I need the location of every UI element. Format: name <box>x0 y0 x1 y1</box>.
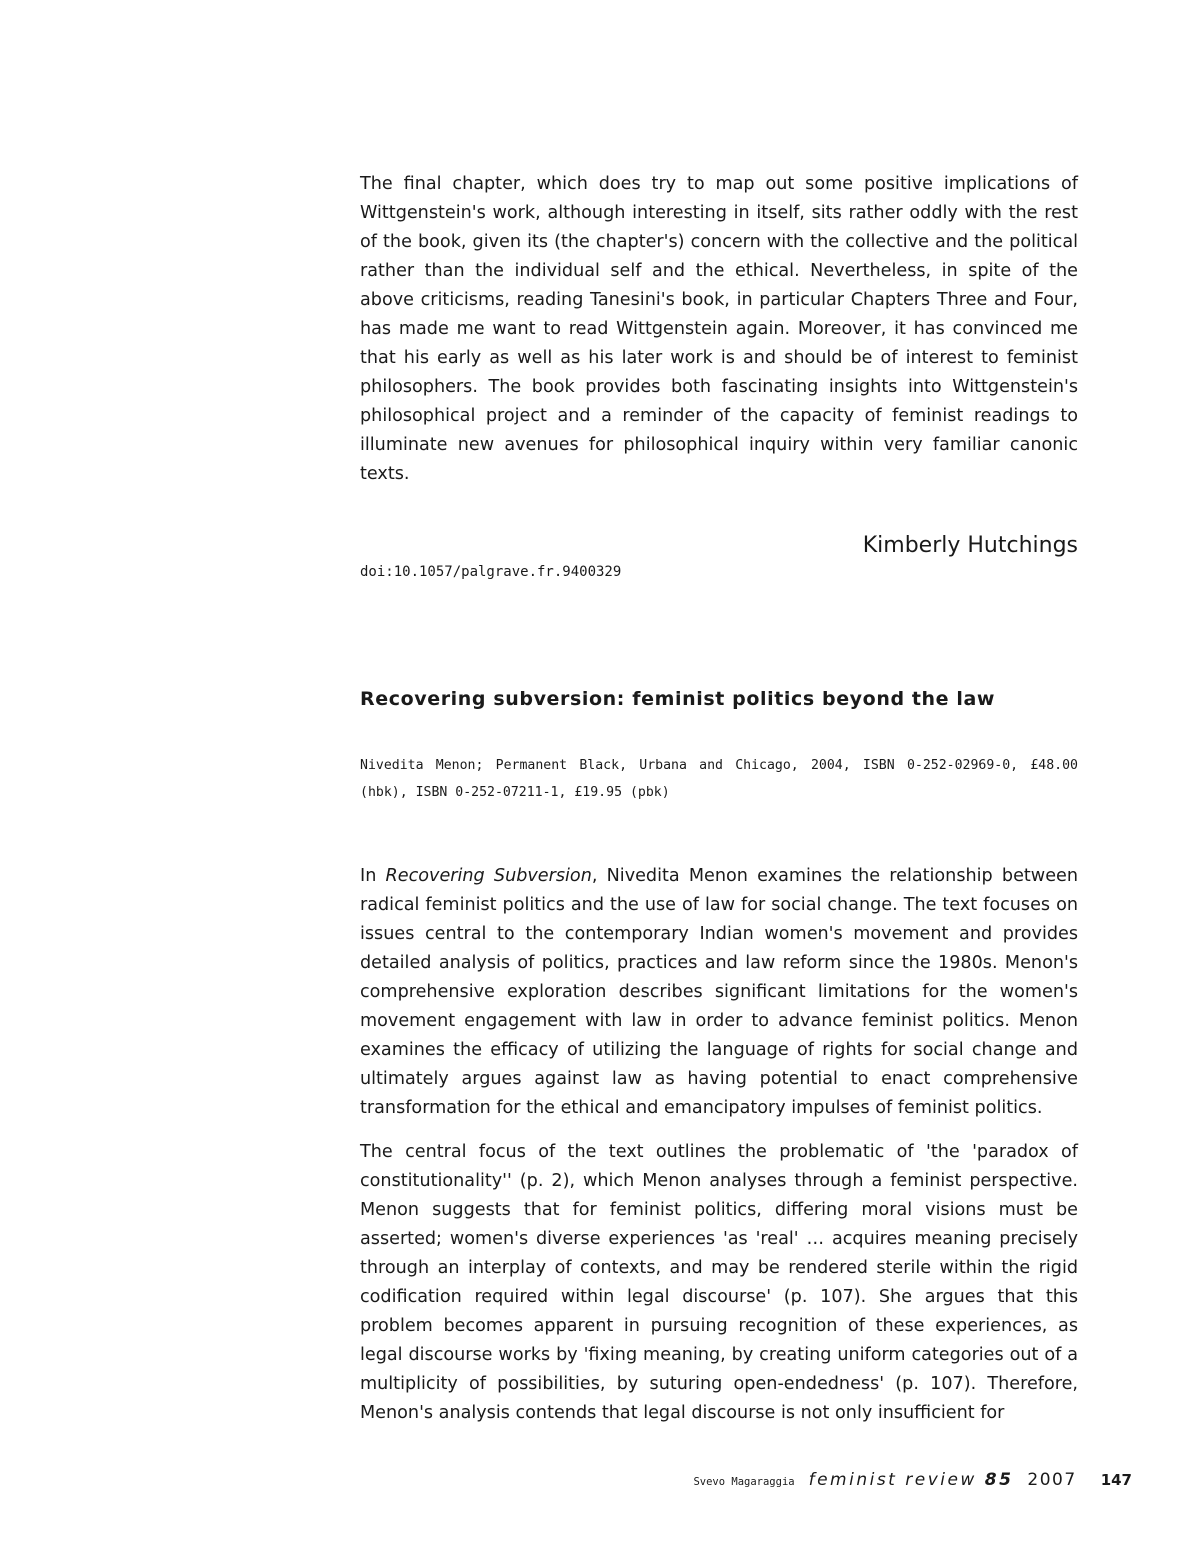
paragraph-lead: In <box>360 866 386 886</box>
page-footer <box>693 1470 1132 1490</box>
footer-author: Svevo Magaraggia <box>693 1476 795 1488</box>
journal-title: feminist review <box>808 1470 977 1490</box>
review-paragraph-2: The central focus of the text outlines the problematic of 'the 'paradox of constitutionality'' (p. 2), which Menon analyses through a feminist perspective. Menon suggests that for feminist politics, differing moral visions must be asserted; women's diverse experiences 'as 'real' … acquires meaning precisely through an interplay of contexts, and may be rendered sterile within the rigid codification required within legal discourse' (p. 107). She argues that this problem becomes apparent in pursuing recognition of these experiences, as legal discourse works by 'fixing meaning, by creating uniform categories out of a multiplicity of possibilities, by suturing open-endedness' (p. 107). Therefore, Menon's analysis contends that legal discourse is not only insufficient for <box>360 1142 1078 1423</box>
doi-reference[interactable]: doi:10.1057/palgrave.fr.9400329 <box>360 564 622 580</box>
journal-year: 2007 <box>1027 1470 1077 1490</box>
review-final-paragraph: The final chapter, which does try to map out some positive implications of Wittgenstein's work, although interesting in itself, sits rather oddly with the rest of the book, given its (the chapter's) concern with the collective and the political rather than the individual self and the ethical. Nevertheless, in spite of the above criticisms, reading Tanesini's book, in particular Chapters Three and Four, has made me want to read Wittgenstein again. Moreover, it has convinced me that his early as well as his later work is and should be of interest to feminist philosophers. The book provides both fascinating insights into Wittgenstein's philosophical project and a reminder of the capacity of feminist readings to illuminate new avenues for philosophical inquiry within very familiar canonic texts. <box>360 174 1078 484</box>
reviewer-signature: Kimberly Hutchings <box>862 533 1078 558</box>
review-title: Recovering subversion: feminist politics beyond the law <box>360 688 996 710</box>
book-title-italic: Recovering Subversion <box>385 866 592 886</box>
journal-issue: 85 <box>984 1470 1014 1490</box>
book-bibliographic-info: Nivedita Menon; Permanent Black, Urbana and Chicago, 2004, ISBN 0-252-02969-0, £48.00 (hbk), ISBN 0-252-07211-1, £19.95 (pbk) <box>360 758 1078 800</box>
review-paragraph-1 <box>360 862 1078 1123</box>
paragraph-body: , Nivedita Menon examines the relationship between radical feminist politics and the use of law for social change. The text focuses on issues central to the contemporary Indian women's movement and provides detailed analysis of politics, practices and law reform since the 1980s. Menon's comprehensive exploration describes significant limitations for the women's movement engagement with law in order to advance feminist politics. Menon examines the efficacy of utilizing the language of rights for social change and ultimately argues against law as having potential to enact comprehensive transformation for the ethical and emancipatory impulses of feminist politics. <box>360 866 1078 1118</box>
journal-name <box>809 1470 1014 1490</box>
page-number: 147 <box>1100 1471 1132 1489</box>
